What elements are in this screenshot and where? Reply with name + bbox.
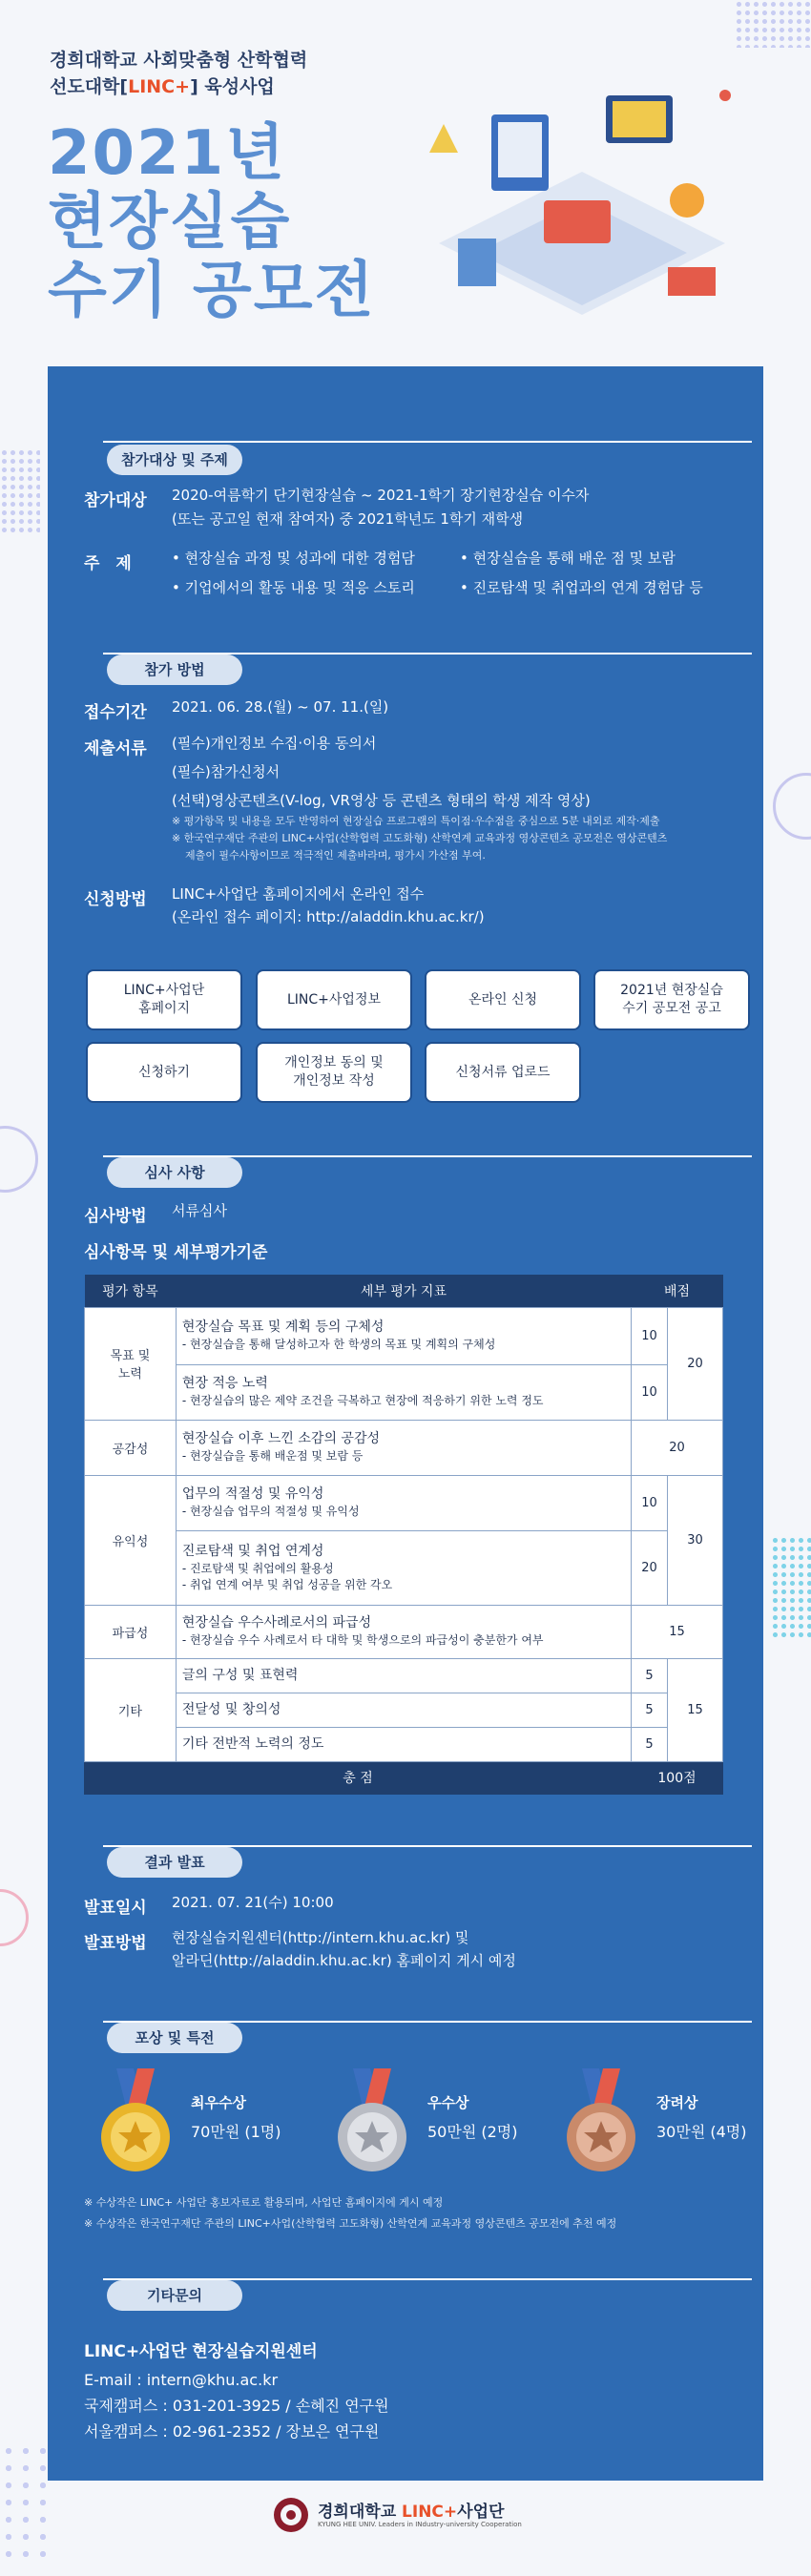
label-result-date: 발표일시 [84, 1899, 147, 1918]
flow-step: 개인정보 동의 및 개인정보 작성 [256, 1042, 412, 1103]
decor-ring-icon [0, 1889, 29, 1946]
group-score-cell: 30 [668, 1475, 723, 1605]
result-method-text-2: 알라딘(http://aladdin.khu.ac.kr) 홈페이지 게시 예정 [172, 1952, 516, 1969]
label-topic: 주 제 [84, 554, 132, 573]
award-prize: 70만원 (1명) [191, 2123, 281, 2141]
section-divider [103, 441, 752, 443]
category-cell: 파급성 [85, 1605, 177, 1658]
label-target: 참가대상 [84, 491, 147, 510]
docs-note: ※ 한국연구재단 주관의 LINC+사업(산학협력 고도화형) 산학연계 교육과정 영상콘텐츠 공모전은 영상콘텐츠 [172, 832, 668, 844]
label-review-method: 심사방법 [84, 1207, 147, 1226]
target-text-1: 2020-여름학기 단기현장실습 ~ 2021-1학기 장기현장실습 이수자 [172, 487, 590, 504]
criterion-cell: 현장실습 목표 및 계획 등의 구체성 - 현장실습을 통해 달성하고자 한 학생의 목표 및 계획의 구체성 [176, 1307, 631, 1364]
docs-note: 제출이 필수사항이므로 적극적인 제출바라며, 평가시 가산점 부여. [185, 849, 486, 862]
criterion-cell: 현장실습 우수사례로서의 파급성 - 현장실습 우수 사례로서 타 대학 및 학생으로의 파급성이 충분한가 여부 [176, 1605, 631, 1658]
score-cell: 10 [632, 1475, 668, 1530]
hero-banner [0, 0, 811, 372]
contact-seoul: 서울캠퍼스 : 02-961-2352 / 장보은 연구원 [84, 2422, 380, 2441]
table-row [85, 1658, 723, 1693]
criterion-cell: 진로탐색 및 취업 연계성 - 진로탐색 및 취업에의 활용성 - 취업 연계 여부 및 취업 성공을 위한 각오 [176, 1530, 631, 1605]
award-name: 장려상 [656, 2094, 698, 2111]
flow-step: LINC+사업정보 [256, 969, 412, 1030]
label-period: 접수기간 [84, 703, 147, 722]
section-header-contact: 기타문의 [107, 2280, 242, 2311]
criterion-cell: 전달성 및 창의성 [176, 1693, 631, 1727]
section-header-awards: 포상 및 특전 [107, 2023, 242, 2053]
label-apply: 신청방법 [84, 890, 147, 909]
award-prize: 50만원 (2명) [427, 2123, 518, 2141]
decor-ring-icon [773, 773, 811, 840]
hero-title-year: 2021년 [48, 118, 286, 189]
period-text: 2021. 06. 28.(월) ~ 07. 11.(일) [172, 698, 389, 716]
decor-dots-icon [0, 448, 40, 534]
table-row [85, 1693, 723, 1727]
contact-global: 국제캠퍼스 : 031-201-3925 / 손혜진 연구원 [84, 2397, 389, 2415]
topic-item: • 현장실습 과정 및 성과에 대한 경험담 [172, 550, 415, 567]
criterion-cell: 현장 적응 노력 - 현장실습의 많은 제약 조건을 극복하고 현장에 적응하기 위한 노력 정도 [176, 1364, 631, 1420]
criteria-title: 심사항목 및 세부평가기준 [84, 1243, 268, 1262]
table-row [85, 1605, 723, 1658]
table-header: 평가 항목 [85, 1275, 177, 1307]
awards-note: ※ 수상작은 LINC+ 사업단 홍보자료로 활용되며, 사업단 홈페이지에 게시 예정 [84, 2196, 444, 2209]
hero-title-line2: 현장실습 [48, 187, 292, 258]
hero-subtitle-1: 경희대학교 사회맞춤형 산학협력 [50, 50, 308, 71]
group-score-cell: 20 [668, 1307, 723, 1420]
result-method-text-1: 현장실습지원센터(http://intern.khu.ac.kr) 및 [172, 1929, 469, 1946]
decor-dots-icon [735, 0, 811, 48]
flow-step: 2021년 현장실습 수기 공모전 공고 [593, 969, 750, 1030]
hero-title-line3: 수기 공모전 [48, 256, 376, 326]
score-cell: 10 [632, 1364, 668, 1420]
result-date-text: 2021. 07. 21(수) 10:00 [172, 1894, 334, 1911]
doc-item: (선택)영상콘텐츠(V-log, VR영상 등 콘텐츠 형태의 학생 제작 영상) [172, 792, 591, 809]
topic-item: • 기업에서의 활동 내용 및 적응 스토리 [172, 579, 415, 596]
decor-dots-icon [771, 1536, 811, 1641]
flow-step: 신청서류 업로드 [425, 1042, 581, 1103]
silver-medal-icon [324, 2068, 420, 2183]
contact-center: LINC+사업단 현장실습지원센터 [84, 2342, 318, 2361]
target-text-2: (또는 공고일 현재 참여자) 중 2021학년도 1학기 재학생 [172, 510, 524, 528]
apply-text-2: (온라인 접수 페이지: http://aladdin.khu.ac.kr/) [172, 908, 485, 925]
score-cell: 5 [632, 1658, 668, 1693]
contact-email: E-mail : intern@khu.ac.kr [84, 2371, 279, 2389]
award-name: 최우수상 [191, 2094, 246, 2111]
topic-item: • 진로탐색 및 취업과의 연계 경험담 등 [460, 579, 703, 596]
criterion-cell: 글의 구성 및 표현력 [176, 1658, 631, 1693]
table-header-row [85, 1275, 723, 1307]
criterion-cell: 현장실습 이후 느낀 소감의 공감성 - 현장실습을 통해 배운점 및 보람 등 [176, 1420, 631, 1475]
criterion-cell: 업무의 적절성 및 유익성 - 현장실습 업무의 적절성 및 유익성 [176, 1475, 631, 1530]
university-emblem-icon [272, 2496, 310, 2534]
evaluation-table [84, 1275, 723, 1795]
section-header-review: 심사 사항 [107, 1157, 242, 1188]
linc-logo-text: LINC+ [128, 76, 191, 97]
total-label: 총 점 [85, 1761, 632, 1794]
footer-org: 사업단 [457, 2503, 505, 2522]
doc-item: (필수)개인정보 수집·이용 동의서 [172, 735, 377, 752]
bronze-medal-icon [553, 2068, 649, 2183]
topic-item: • 현장실습을 통해 배운 점 및 보람 [460, 550, 676, 567]
group-score-cell: 15 [668, 1658, 723, 1761]
category-cell: 유익성 [85, 1475, 177, 1605]
docs-note: ※ 평가항목 및 내용을 모두 반영하여 현장실습 프로그램의 특이점·우수점을 중심으로 5분 내외로 제작·제출 [172, 815, 660, 827]
apply-text-1: LINC+사업단 홈페이지에서 온라인 접수 [172, 885, 425, 903]
footer-univ: 경희대학교 [318, 2503, 397, 2522]
hero-subtitle-2: 선도대학[LINC+] 육성사업 [50, 76, 275, 97]
doc-item: (필수)참가신청서 [172, 763, 281, 780]
section-header-target: 참가대상 및 주제 [107, 445, 242, 475]
isometric-illustration-icon [401, 57, 763, 363]
score-cell: 5 [632, 1727, 668, 1761]
footer-logo [272, 2492, 558, 2540]
category-cell: 기타 [85, 1658, 177, 1761]
table-row [85, 1475, 723, 1530]
awards-note: ※ 수상작은 한국연구재단 주관의 LINC+사업(산학협력 고도화형) 산학연계 교육과정 영상콘텐츠 공모전에 추천 예정 [84, 2217, 617, 2230]
award-name: 우수상 [427, 2094, 469, 2111]
category-cell: 목표 및 노력 [85, 1307, 177, 1420]
table-row [85, 1420, 723, 1475]
table-row [85, 1307, 723, 1364]
table-row [85, 1727, 723, 1761]
decor-ring-icon [0, 1126, 38, 1193]
gold-medal-icon [88, 2068, 183, 2183]
table-header: 세부 평가 지표 [176, 1275, 631, 1307]
table-header: 배점 [632, 1275, 723, 1307]
score-cell: 5 [632, 1693, 668, 1727]
criterion-cell: 기타 전반적 노력의 정도 [176, 1727, 631, 1761]
score-cell: 10 [632, 1307, 668, 1364]
section-header-method: 참가 방법 [107, 654, 242, 685]
label-result-method: 발표방법 [84, 1934, 147, 1953]
flow-step: LINC+사업단 홈페이지 [86, 969, 242, 1030]
award-prize: 30만원 (4명) [656, 2123, 747, 2141]
footer-linc: LINC+ [402, 2503, 458, 2522]
table-row [85, 1364, 723, 1420]
footer-tagline: KYUNG HEE UNIV. Leaders in INdustry-university Cooperation [318, 2521, 522, 2528]
total-value: 100점 [632, 1761, 723, 1794]
score-cell: 20 [632, 1530, 668, 1605]
label-docs: 제출서류 [84, 739, 147, 758]
review-method-text: 서류심사 [172, 1202, 227, 1219]
category-cell: 공감성 [85, 1420, 177, 1475]
table-row [85, 1530, 723, 1605]
flow-step: 온라인 신청 [425, 969, 581, 1030]
table-total-row [85, 1761, 723, 1794]
flow-step: 신청하기 [86, 1042, 242, 1103]
score-cell: 15 [632, 1605, 723, 1658]
section-header-result: 결과 발표 [107, 1847, 242, 1878]
score-cell: 20 [632, 1420, 723, 1475]
